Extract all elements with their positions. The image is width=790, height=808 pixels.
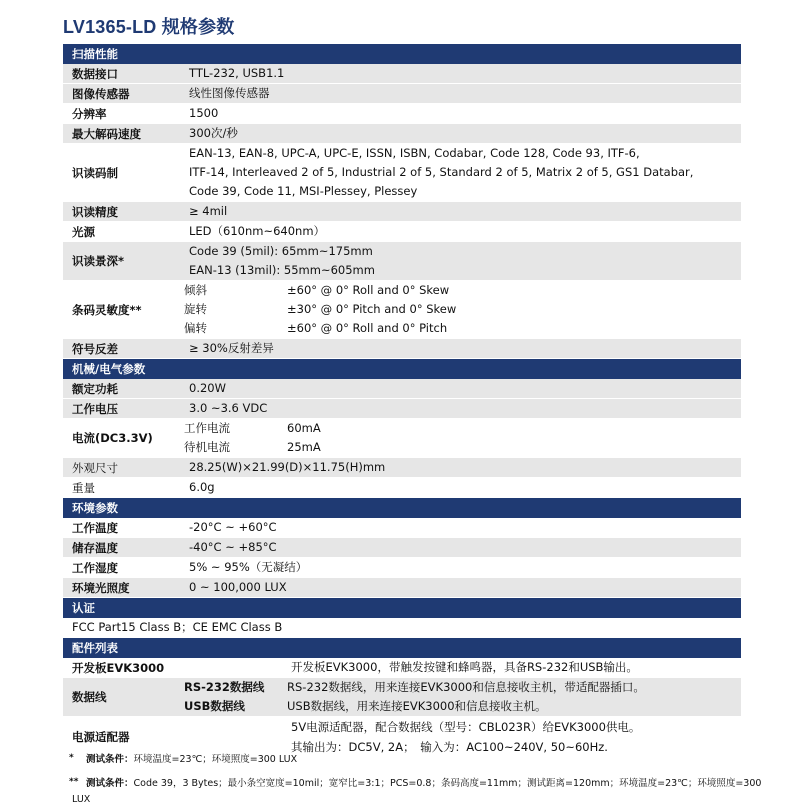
row-label: 电源适配器 <box>72 730 130 744</box>
row-value: 28.25(W)×21.99(D)×11.75(H)mm <box>189 460 386 474</box>
table-row <box>63 64 741 84</box>
table-row <box>63 124 741 144</box>
row-label: 识读景深* <box>72 254 125 268</box>
table-row <box>63 538 741 558</box>
section-header-environment: 环境参数 <box>63 498 741 518</box>
spec-table <box>63 44 741 758</box>
row-value: 3.0 ~3.6 VDC <box>189 401 268 415</box>
footnotes <box>69 752 762 805</box>
row-label: 工作湿度 <box>72 560 118 575</box>
footnote <box>69 752 762 768</box>
row-sublabels: 倾斜 旋转 偏转 <box>184 283 207 335</box>
page-title: LV1365-LD 规格参数 <box>63 17 235 37</box>
row-value: -20°C ~ +60°C <box>189 520 277 534</box>
table-row <box>63 242 741 281</box>
table-row <box>63 222 741 242</box>
row-value: 线性图像传感器 <box>189 86 270 100</box>
table-row <box>63 339 741 359</box>
table-row <box>63 281 741 339</box>
section-header-electrical: 机械/电气参数 <box>63 359 741 379</box>
row-label: 分辨率 <box>72 106 107 121</box>
section-header-accessories: 配件列表 <box>63 638 741 658</box>
row-label: 储存温度 <box>72 540 118 555</box>
table-row <box>63 399 741 419</box>
footnote-label: 测试条件： <box>86 754 134 765</box>
table-row <box>63 578 741 598</box>
table-row <box>63 558 741 578</box>
row-value: TTL-232, USB1.1 <box>189 66 285 80</box>
row-value: 0.20W <box>189 381 226 395</box>
row-value: ≥ 4mil <box>189 204 228 218</box>
row-value: RS-232数据线，用来连接EVK3000和信息接收主机，带适配器插口。 USB数据线，用来连接EVK3000和信息接收主机。 <box>287 680 645 713</box>
table-row <box>63 658 741 678</box>
row-value: 6.0g <box>189 480 215 494</box>
footnote <box>69 776 762 805</box>
row-label: 工作温度 <box>72 520 118 535</box>
table-row <box>63 144 741 202</box>
row-label: 额定功耗 <box>72 381 118 396</box>
row-label: 识读码制 <box>72 165 118 180</box>
table-row <box>63 379 741 399</box>
row-value: 5V电源适配器，配合数据线（型号：CBL023R）给EVK3000供电。 其输出为：DC5V, 2A； 输入为：AC100~240V, 50~60Hz. <box>291 720 641 754</box>
certification-text: FCC Part15 Class B；CE EMC Class B <box>72 620 283 634</box>
row-label: 工作电压 <box>72 401 118 416</box>
row-value: LED（610nm~640nm） <box>189 224 326 238</box>
footnote-mark: * <box>69 753 74 763</box>
table-row <box>63 104 741 124</box>
section-header-certification: 认证 <box>63 598 741 618</box>
row-value: Code 39 (5mil): 65mm~175mm EAN-13 (13mil): 55mm~605mm <box>189 244 375 277</box>
table-row <box>63 518 741 538</box>
row-value: -40°C ~ +85°C <box>189 540 277 554</box>
row-value: 开发板EVK3000，带触发按键和蜂鸣器，具备RS-232和USB输出。 <box>291 660 638 674</box>
row-label: 最大解码速度 <box>72 126 141 141</box>
row-label: 数据接口 <box>72 66 118 81</box>
row-value: 300次/秒 <box>189 126 238 140</box>
footnote-mark: ** <box>69 777 79 787</box>
row-label: 符号反差 <box>72 341 118 356</box>
table-row <box>63 202 741 222</box>
row-value: 0 ~ 100,000 LUX <box>189 580 287 594</box>
row-label: 图像传感器 <box>72 86 130 101</box>
table-row <box>63 618 741 638</box>
table-row <box>63 478 741 498</box>
row-value: 1500 <box>189 106 219 120</box>
row-sublabels: 工作电流 待机电流 <box>184 421 230 454</box>
section-header-scan: 扫描性能 <box>63 44 741 64</box>
footnote-text: Code 39，3 Bytes；最小条空宽度=10mil；宽窄比=3:1；PCS=0.8；条码高度=11mm；测试距离=120mm；环境温度=23℃；环境照度=300 LUX <box>72 778 762 805</box>
footnote-text: 环境温度=23℃；环境照度=300 LUX <box>133 754 298 765</box>
table-row <box>63 419 741 458</box>
row-value: EAN-13, EAN-8, UPC-A, UPC-E, ISSN, ISBN, Codabar, Code 128, Code 93, ITF-6, ITF-14, Interleaved 2 of 5, Industrial 2 of 5, Standard 2 of 5, Matrix 2 of 5, GS1 Databar, Code 39, Code 11, MSI-Plessey, Plessey <box>189 146 694 198</box>
row-value: ≥ 30%反射差异 <box>189 341 274 355</box>
row-value: ±60° @ 0° Roll and 0° Skew ±30° @ 0° Pitch and 0° Skew ±60° @ 0° Roll and 0° Pitch <box>287 283 457 335</box>
row-value: 5% ~ 95%（无凝结） <box>189 560 308 574</box>
row-sublabels: RS-232数据线 USB数据线 <box>184 680 265 713</box>
row-label: 外观尺寸 <box>72 460 118 475</box>
row-label: 条码灵敏度** <box>72 302 142 317</box>
row-label: 重量 <box>72 480 95 495</box>
row-label: 环境光照度 <box>72 580 130 595</box>
table-row <box>63 678 741 717</box>
row-label: 光源 <box>72 224 95 239</box>
row-label: 电流(DC3.3V) <box>72 431 153 445</box>
table-row <box>63 458 741 478</box>
table-row <box>63 84 741 104</box>
row-label: 数据线 <box>72 690 107 704</box>
row-value: 60mA 25mA <box>287 421 321 454</box>
row-label: 识读精度 <box>72 204 118 219</box>
footnote-label: 测试条件： <box>86 778 134 789</box>
row-label: 开发板EVK3000 <box>72 660 165 675</box>
